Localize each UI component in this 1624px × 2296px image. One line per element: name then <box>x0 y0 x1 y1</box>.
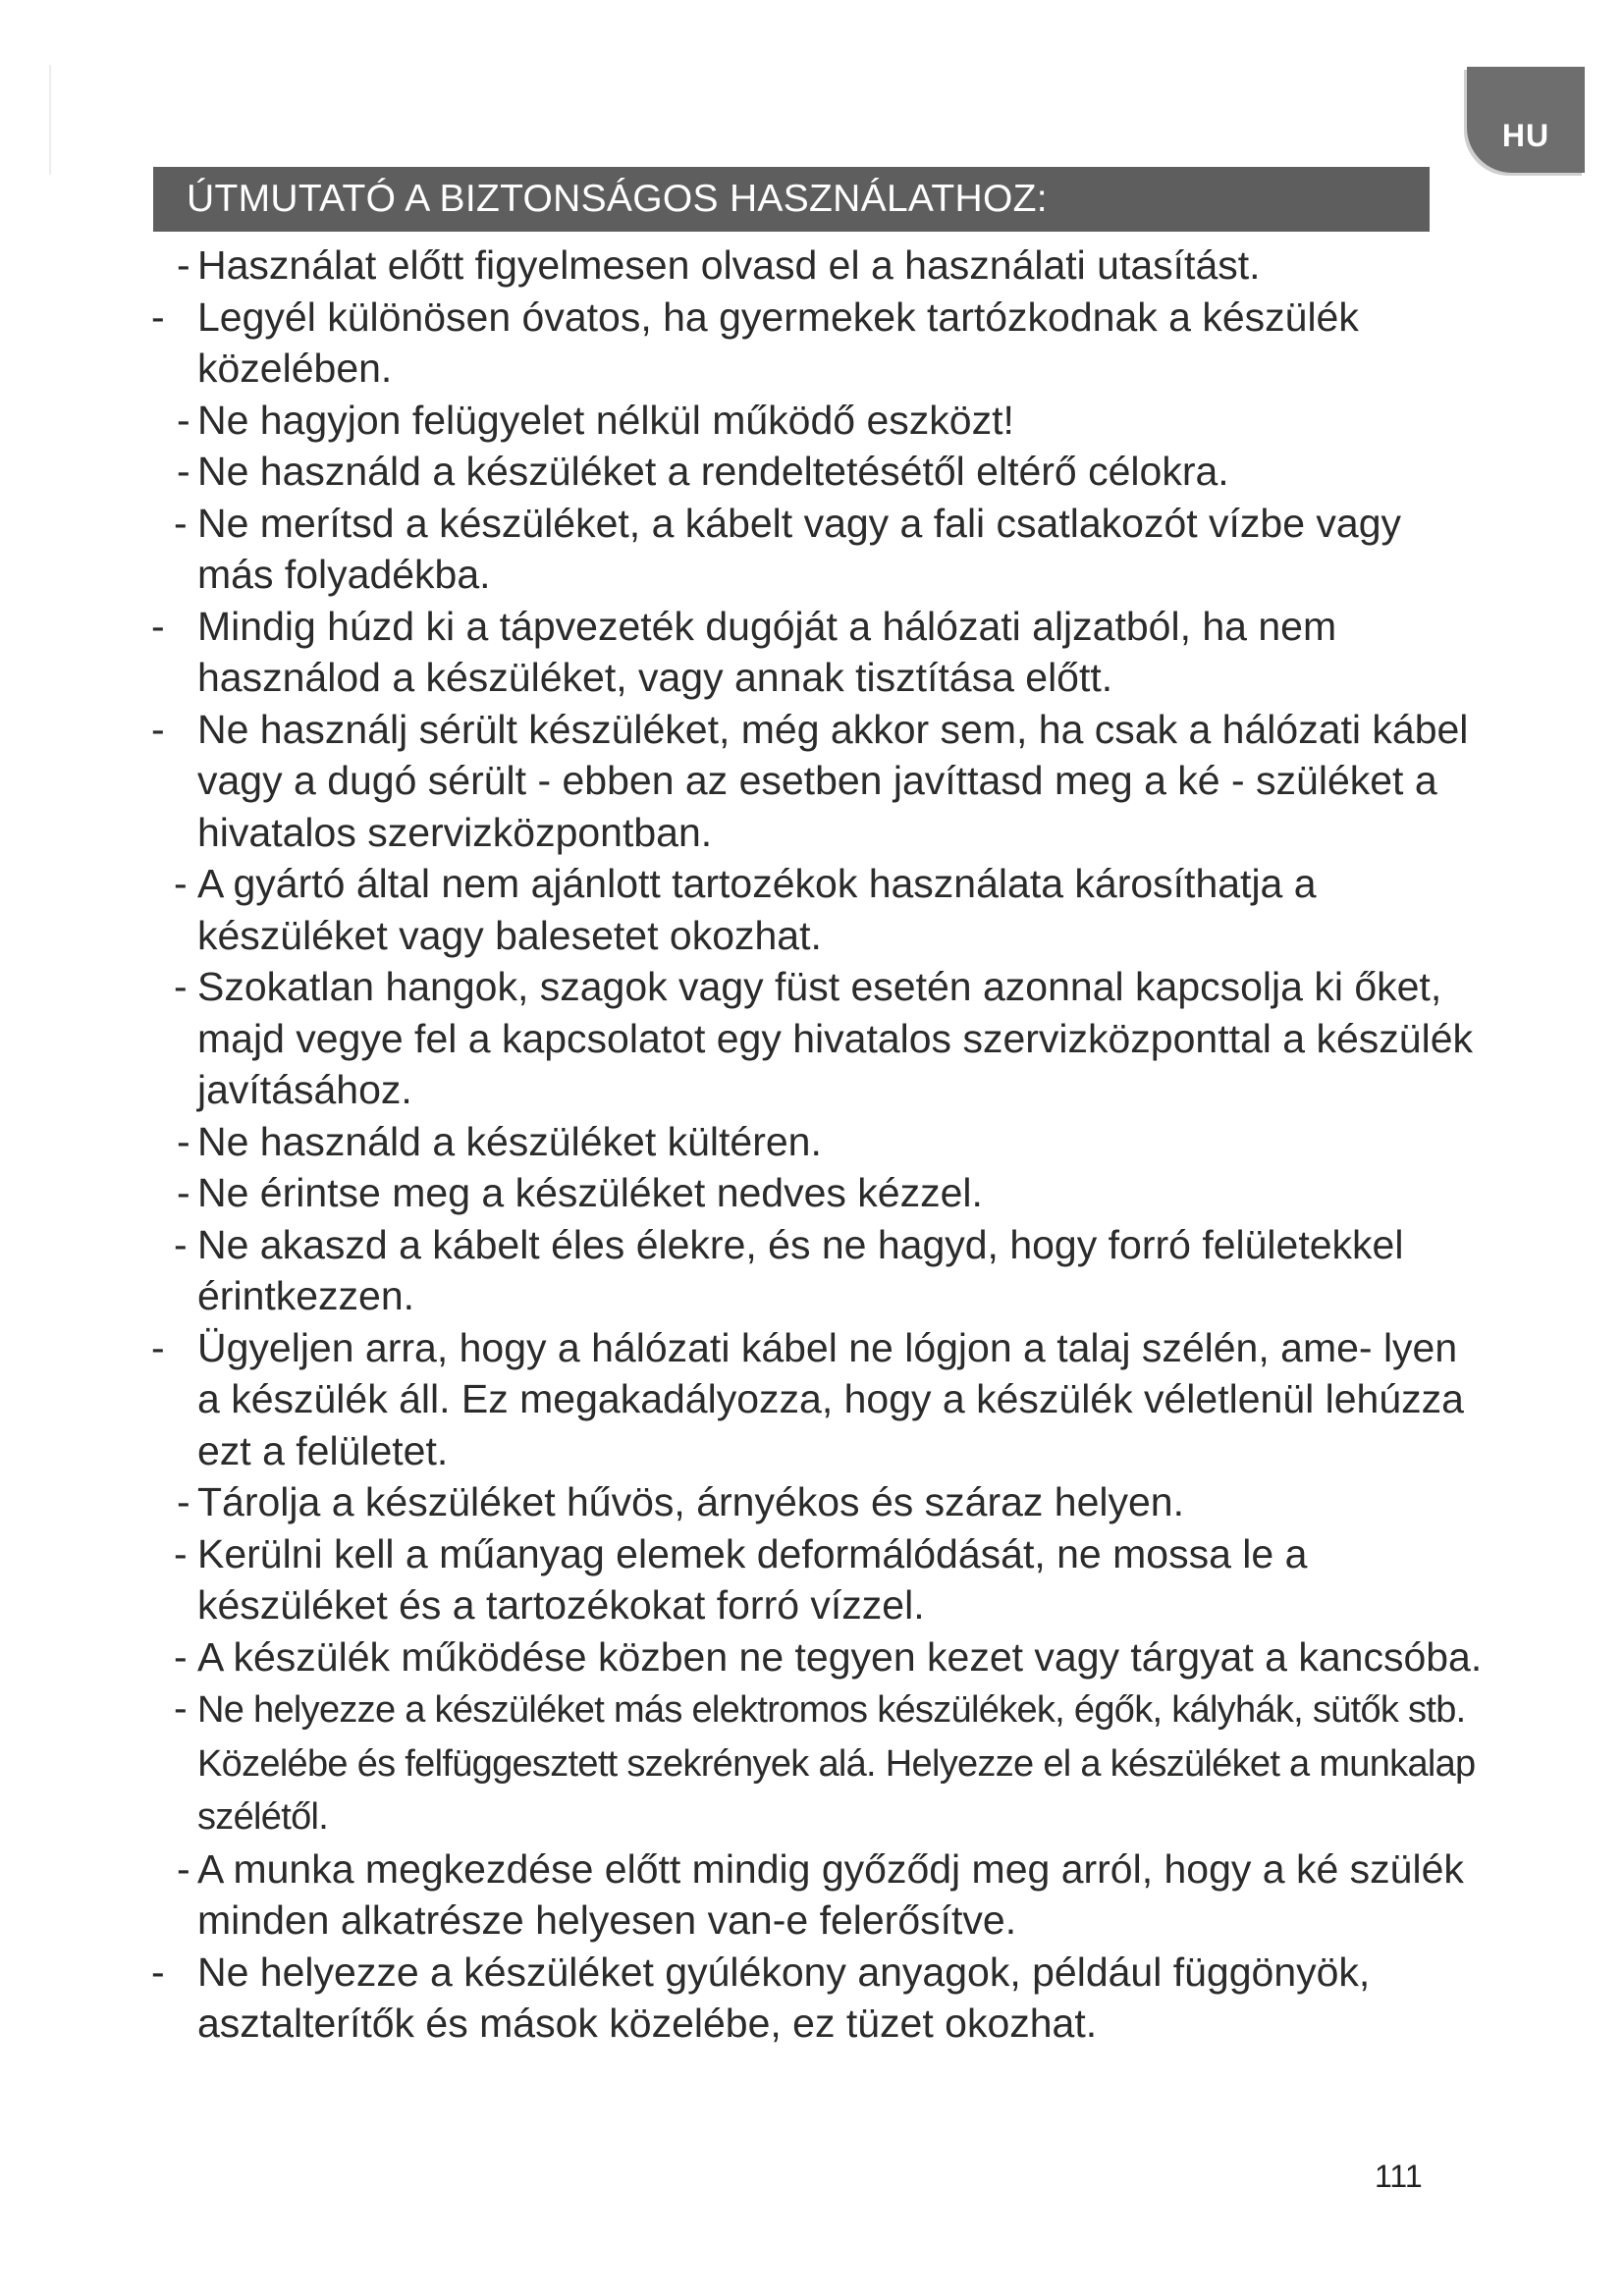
instruction-item-6 <box>147 601 1483 704</box>
list-dash: - <box>151 294 165 340</box>
instruction-text: Legyél különösen óvatos, ha gyermekek tartózkodnak a készülék közelében. <box>197 294 1359 391</box>
list-dash: - <box>177 1118 190 1164</box>
list-dash: - <box>177 397 190 443</box>
instruction-text: Mindig húzd ki a tápvezeték dugóját a hálózati aljzatból, ha nem használod a készüléket, vagy annak tisztítása előtt. <box>197 603 1337 700</box>
instruction-item-15 <box>147 1528 1483 1631</box>
instruction-text: A gyártó által nem ajánlott tartozékok használata károsíthatja a készüléket vagy balesetet okozhat. <box>197 861 1317 958</box>
instruction-text: Ne használd a készüléket a rendeltetésétől eltérő célokra. <box>197 449 1229 494</box>
instruction-item-12 <box>147 1219 1483 1322</box>
instruction-text: Kerülni kell a műanyag elemek deformálódását, ne mossa le a készüléket és a tartozékokat forró vízzel. <box>197 1530 1308 1628</box>
instruction-item-1 <box>147 240 1483 292</box>
instruction-item-3 <box>147 395 1483 447</box>
list-dash: - <box>177 1170 190 1215</box>
list-dash: - <box>177 1845 190 1892</box>
instruction-item-19 <box>147 1947 1483 2050</box>
instruction-text: A munka megkezdése előtt mindig győződj meg arról, hogy a ké szülék minden alkatrésze helyesen van-e felerősítve. <box>197 1845 1464 1943</box>
list-dash: - <box>174 1221 188 1267</box>
instruction-item-16 <box>147 1631 1483 1683</box>
instruction-item-13 <box>147 1322 1483 1477</box>
instruction-text: Ne helyezze a készüléket más elektromos készülékek, égők, kályhák, sütők stb. Közelébe és felfüggesztett szekrények alá. Helyezze el a készüléket a munkalap szélétől. <box>197 1689 1476 1838</box>
list-dash: - <box>151 1949 165 1995</box>
margin-line <box>49 65 51 175</box>
list-dash: - <box>177 449 190 494</box>
list-dash: - <box>151 1324 165 1370</box>
list-dash: - <box>174 1633 188 1680</box>
instruction-text: A készülék működése közben ne tegyen kezet vagy tárgyat a kancsóba. <box>197 1633 1483 1680</box>
list-dash: - <box>174 1530 188 1576</box>
list-dash: - <box>174 500 188 546</box>
instruction-item-14 <box>147 1476 1483 1528</box>
list-dash: - <box>151 603 165 649</box>
instruction-text: Ne érintse meg a készüléket nedves kézzel. <box>197 1170 983 1215</box>
instruction-item-10 <box>147 1116 1483 1168</box>
page-number: 111 <box>1375 2159 1423 2194</box>
safety-instructions-list <box>147 240 1483 2050</box>
instruction-item-8 <box>147 858 1483 961</box>
instruction-text: Szokatlan hangok, szagok vagy füst esetén azonnal kapcsolja ki őket, majd vegye fel a kapcsolatot egy hivatalos szervizközponttal a készülék javításához. <box>197 964 1474 1112</box>
instruction-item-5 <box>147 498 1483 601</box>
instruction-text: Ügyeljen arra, hogy a hálózati kábel ne lógjon a talaj szélén, ame- lyen a készülék áll. Ez megakadályozza, hogy a készülék véletlenül lehúzza ezt a felületet. <box>197 1324 1464 1473</box>
instruction-text: Ne használd a készüléket kültéren. <box>197 1118 822 1164</box>
instruction-text: Ne akaszd a kábelt éles élekre, és ne hagyd, hogy forró felületekkel érintkezzen. <box>197 1221 1404 1318</box>
instruction-text: Tárolja a készüléket hűvös, árnyékos és száraz helyen. <box>197 1479 1185 1524</box>
section-header: ÚTMUTATÓ A BIZTONSÁGOS HASZNÁLATHOZ: <box>153 167 1430 232</box>
instruction-item-9 <box>147 961 1483 1116</box>
language-tab: HU <box>1467 67 1585 173</box>
instruction-item-4 <box>147 446 1483 498</box>
instruction-item-2 <box>147 292 1483 395</box>
instruction-item-17 <box>147 1682 1483 1843</box>
instruction-item-18 <box>147 1843 1483 1947</box>
list-dash: - <box>174 861 188 906</box>
instruction-text: Használat előtt figyelmesen olvasd el a használati utasítást. <box>197 242 1261 288</box>
instruction-text: Ne hagyjon felügyelet nélkül működő eszközt! <box>197 397 1014 443</box>
list-dash: - <box>177 242 190 288</box>
list-dash: - <box>151 706 165 752</box>
instruction-item-7 <box>147 704 1483 859</box>
list-dash: - <box>177 1479 190 1524</box>
list-dash: - <box>174 964 188 1009</box>
instruction-text: Ne helyezze a készüléket gyúlékony anyagok, például függönyök, asztalterítők és mások közelébe, ez tüzet okozhat. <box>197 1949 1371 2046</box>
instruction-text: Ne merítsd a készüléket, a kábelt vagy a fali csatlakozót vízbe vagy más folyadékba. <box>197 500 1402 597</box>
instruction-item-11 <box>147 1167 1483 1219</box>
list-dash: - <box>174 1685 188 1731</box>
instruction-text: Ne használj sérült készüléket, még akkor sem, ha csak a hálózati kábel vagy a dugó sérült - ebben az esetben javíttasd meg a ké - szüléket a hivatalos szervizközpontban. <box>197 706 1469 855</box>
